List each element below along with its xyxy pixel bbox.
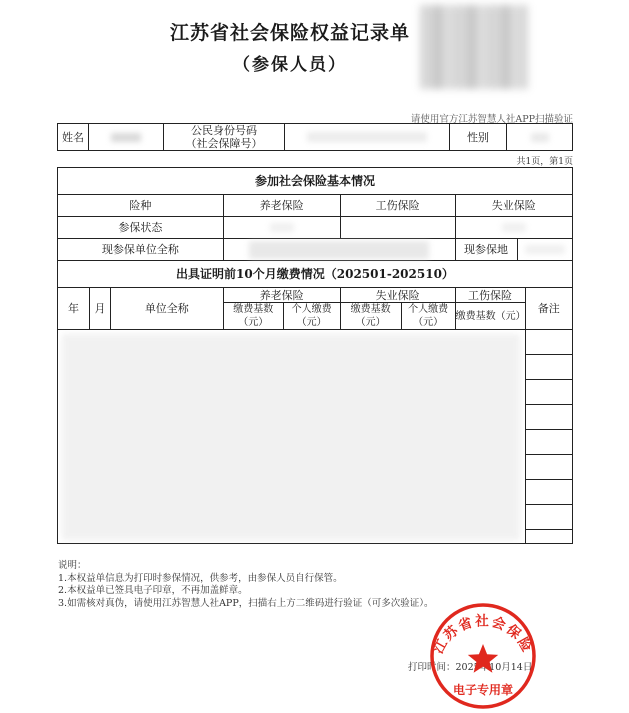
pension-label: 养老保险 bbox=[223, 195, 340, 217]
injury-header: 工伤保险 bbox=[455, 288, 525, 303]
pension-header: 养老保险 bbox=[223, 288, 340, 303]
injury-base-header: 缴费基数（元） bbox=[455, 303, 525, 330]
note-item: 3.如需核对真伪，请使用江苏智慧人社APP，扫描右上方二维码进行验证（可多次验证）。 bbox=[58, 597, 434, 609]
unemployment-base-header: 缴费基数（元） bbox=[340, 303, 401, 330]
verify-hint: 请使用官方江苏智慧人社APP扫描验证 bbox=[410, 114, 573, 125]
unit-name-header: 单位全称 bbox=[110, 288, 223, 330]
unemployment-header: 失业保险 bbox=[340, 288, 455, 303]
document-subtitle: （参保人员） bbox=[233, 55, 347, 75]
location-label: 现参保地 bbox=[455, 239, 517, 261]
insurance-type-label: 险种 bbox=[58, 195, 224, 217]
seal-bottom-text: 电子专用章 bbox=[452, 683, 514, 697]
status-label: 参保状态 bbox=[58, 217, 224, 239]
pension-base-header: 缴费基数（元） bbox=[223, 303, 283, 330]
remark-column bbox=[525, 330, 573, 544]
note-item: 1.本权益单信息为打印时参保情况，供参考，由参保人员自行保管。 bbox=[58, 572, 343, 584]
star-icon bbox=[468, 644, 498, 673]
payment-section-title: 出具证明前10个月缴费情况（202501-202510） bbox=[58, 261, 573, 288]
unit-value bbox=[223, 239, 455, 261]
notes bbox=[58, 560, 433, 610]
location-value bbox=[517, 239, 572, 261]
person-info-table bbox=[57, 123, 573, 151]
injury-label: 工伤保险 bbox=[340, 195, 455, 217]
print-time: 打印时间：2025年10月14日 bbox=[408, 662, 533, 673]
unemployment-status bbox=[455, 217, 572, 239]
seal-text: 江苏省社会保险 bbox=[430, 613, 536, 657]
notes-title: 说明： bbox=[58, 560, 87, 571]
id-value bbox=[285, 124, 450, 151]
electronic-seal bbox=[423, 598, 543, 710]
unemployment-label: 失业保险 bbox=[455, 195, 572, 217]
basic-section-title: 参加社会保险基本情况 bbox=[58, 168, 573, 195]
remark-header: 备注 bbox=[525, 288, 573, 330]
gender-label: 性别 bbox=[450, 124, 507, 151]
document-title: 江苏省社会保险权益记录单 bbox=[169, 22, 410, 44]
id-label bbox=[164, 124, 285, 151]
note-item: 2.本权益单已签具电子印章，不再加盖鲜章。 bbox=[58, 585, 248, 596]
name-label: 姓名 bbox=[58, 124, 89, 151]
year-header: 年 bbox=[58, 288, 90, 330]
pension-status bbox=[223, 217, 340, 239]
month-header: 月 bbox=[89, 288, 110, 330]
pension-personal-header: 个人缴费（元） bbox=[283, 303, 340, 330]
gender-value bbox=[507, 124, 573, 151]
id-label-line2: （社会保障号） bbox=[185, 137, 263, 150]
unemployment-personal-header: 个人缴费（元） bbox=[401, 303, 455, 330]
page-info: 共1页，第1页 bbox=[516, 157, 573, 167]
unit-label: 现参保单位全称 bbox=[58, 239, 224, 261]
payment-records bbox=[58, 330, 526, 544]
name-value bbox=[89, 124, 164, 151]
qr-code-icon bbox=[420, 5, 528, 89]
insurance-table bbox=[57, 167, 573, 544]
id-label-line1: 公民身份号码 bbox=[191, 124, 257, 137]
injury-status bbox=[340, 217, 455, 239]
